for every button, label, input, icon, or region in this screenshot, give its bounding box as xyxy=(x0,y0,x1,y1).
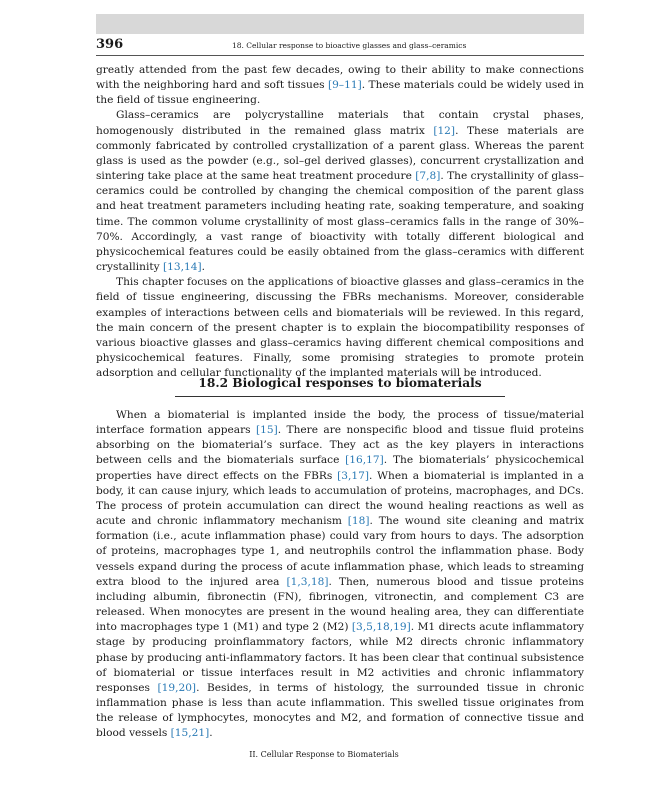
header-bar xyxy=(96,14,584,34)
citation-link[interactable]: [13,14] xyxy=(162,261,202,274)
citation-link[interactable]: [15,21] xyxy=(170,727,210,740)
section-rule xyxy=(175,396,505,397)
section-text xyxy=(96,408,584,741)
citation-link[interactable]: [1,3,18] xyxy=(286,575,329,588)
citation-link[interactable]: [3,17] xyxy=(337,469,369,482)
citation-link[interactable]: [3,5,18,19] xyxy=(351,621,411,634)
citation-link[interactable]: [19,20] xyxy=(157,681,197,694)
citation-link[interactable]: [9–11] xyxy=(327,79,362,92)
running-title: 18. Cellular response to bioactive glasses and glass–ceramics xyxy=(232,41,467,50)
paragraph-2: Glass–ceramics are polycrystalline materials that contain crystal phases, homogenously distributed in the remained glass matrix [12]. These materials are commonly fabricated by controlled crystallization of a parent glass. Whereas the parent glass is used as the powder (e.g., sol–gel derived glasses), concurrent crystallization and sintering take place at the same heat treatment procedure [7,8]. The crystallinity of glass–ceramics could be controlled by changing the chemical composition of the parent glass and heat treatment parameters including heating rate, soaking temperature, and soaking time. The common volume crystallinity of most glass–ceramics falls in the range of 30%–70%. Accordingly, a vast range of bioactivity with totally different biological and physicochemical features could be easily obtained from the glass–ceramics with different crystallinity [13,14]. xyxy=(96,109,584,274)
page-number: 396 xyxy=(96,37,124,52)
citation-link[interactable]: [12] xyxy=(433,124,456,137)
intro-text xyxy=(96,63,584,381)
citation-link[interactable]: [15] xyxy=(255,424,278,437)
citation-link[interactable]: [7,8] xyxy=(415,170,441,183)
page-footer: II. Cellular Response to Biomaterials xyxy=(249,750,399,759)
paragraph-3: This chapter focuses on the applications of bioactive glasses and glass–ceramics in the field of tissue engineering, discussing the FBRs mechanisms. Moreover, considerable examples of interactions between cells and biomaterials will be reviewed. In this regard, the main concern of the present chapter is to explain the biocompatibility responses of various bioactive glasses and glass–ceramics having different chemical compositions and physicochemical features. Finally, some promising strategies to promote protein adsorption and cellular functionality of the implanted materials will be introduced. xyxy=(96,276,584,380)
paragraph-4: When a biomaterial is implanted inside the body, the process of tissue/material interface formation appears [15]. There are nonspecific blood and tissue fluid proteins absorbing on the biomaterial’s surface. They act as the key players in interactions between cells and the biomaterials surface [16,17]. The biomaterials’ physicochemical properties have direct effects on the FBRs [3,17]. When a biomaterial is implanted in a body, it can cause injury, which leads to accumulation of proteins, macrophages, and DCs. The process of protein accumulation can direct the wound healing reactions as well as acute and chronic inflammatory mechanism [18]. The wound site cleaning and matrix formation (i.e., acute inflammation phase) could vary from hours to days. The adsorption of proteins, macrophages type 1, and neutrophils control the inflammation phase. Body vessels expand during the process of acute inflammation phase, which leads to streaming extra blood to the injured area [1,3,18]. Then, numerous blood and tissue proteins including albumin, fibronectin (FN), fibrinogen, vitronectin, and complement C3 are released. When monocytes are present in the wound healing area, they can differentiate into macrophages type 1 (M1) and type 2 (M2) [3,5,18,19]. M1 directs acute inflammatory stage by producing proinflammatory factors, while M2 directs chronic inflammatory phase by producing anti-inflammatory factors. It has been clear that continual subsistence of biomaterial or tissue interfaces result in M2 activities and chronic inflammatory responses [19,20]. Besides, in terms of histology, the surrounded tissue in chronic inflammation phase is less than acute inflammation. This swelled tissue originates from the release of lymphocytes, monocytes and M2, and formation of connective tissue and blood vessels [15,21]. xyxy=(96,409,584,740)
running-header xyxy=(96,37,584,53)
paragraph-1: greatly attended from the past few decades, owing to their ability to make connections with the neighboring hard and soft tissues [9–11]. These materials could be widely used in the field of tissue engineering. xyxy=(96,64,585,107)
section-heading: 18.2 Biological responses to biomaterials xyxy=(198,376,482,390)
header-rule xyxy=(96,55,584,56)
citation-link[interactable]: [18] xyxy=(347,515,370,528)
citation-link[interactable]: [16,17] xyxy=(345,454,384,467)
